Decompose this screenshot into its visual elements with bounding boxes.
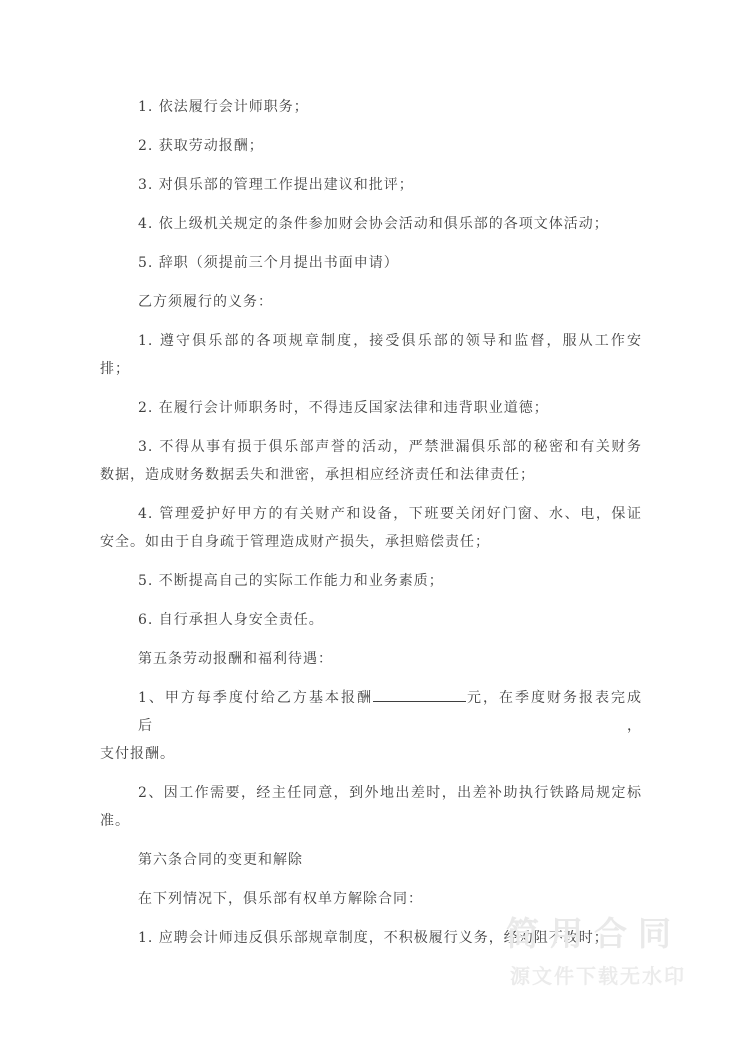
text-line [100,249,642,277]
text-run: 3. 不得从事有损于俱乐部声誉的活动，严禁泄漏俱乐部的秘密和有关财务 [138,439,642,455]
text-line [100,500,642,528]
text-line [100,528,642,556]
paragraph [100,93,642,121]
text-run: 1、甲方每季度付给乙方基本报酬 [138,690,373,706]
text-line [100,924,642,952]
text-run: 1. 应聘会计师违反俱乐部规章制度，不积极履行义务，经劝阻不改时； [138,930,609,946]
text-run: 第六条合同的变更和解除 [138,852,303,868]
text-run: 1. 遵守俱乐部的各项规章制度，接受俱乐部的领导和监督，服从工作安 [138,333,642,349]
text-run: 乙方须履行的义务： [138,294,273,310]
text-run: 准。 [100,813,130,829]
text-line [100,684,642,740]
text-line [100,93,642,121]
text-line [100,846,642,874]
watermark-subtitle: 源文件下载无水印 [510,964,686,988]
text-run: 2. 获取劳动报酬； [138,138,264,154]
text-line [100,740,642,768]
paragraph [100,924,642,952]
blank-underline [373,688,466,702]
text-run: 支付报酬。 [100,746,175,762]
paragraph [100,779,642,835]
paragraph [100,288,642,316]
text-run: 6. 自行承担人身安全责任。 [138,612,324,628]
paragraph [100,567,642,595]
paragraph [100,846,642,874]
text-line [100,171,642,199]
paragraph [100,210,642,238]
text-line [100,807,642,835]
text-line [100,355,642,383]
text-line [100,327,642,355]
text-run: 数据，造成财务数据丢失和泄密，承担相应经济责任和法律责任； [100,467,535,483]
text-run: 排； [100,361,130,377]
paragraph [100,171,642,199]
text-run: 元，在季度财务报表完成后， [138,690,642,734]
text-run: 在下列情况下，俱乐部有权单方解除合同： [138,891,423,907]
paragraph [100,684,642,768]
paragraph [100,327,642,383]
text-line [100,433,642,461]
text-line [100,461,642,489]
paragraph [100,606,642,634]
watermark-title: 简用合同 [506,914,682,953]
paragraph [100,132,642,160]
text-run: 4. 管理爱护好甲方的有关财产和设备，下班要关闭好门窗、水、电，保证 [138,506,642,522]
text-run: 3. 对俱乐部的管理工作提出建议和批评； [138,177,414,193]
document-body [100,93,642,963]
text-line [100,210,642,238]
paragraph [100,249,642,277]
text-run: 安全。如由于自身疏于管理造成财产损失，承担赔偿责任； [100,534,490,550]
paragraph [100,394,642,422]
paragraph [100,433,642,489]
paragraph [100,885,642,913]
text-line [100,779,642,807]
paragraph [100,500,642,556]
text-line [100,885,642,913]
paragraph [100,645,642,673]
text-run: 2. 在履行会计师职务时，不得违反国家法律和违背职业道德； [138,400,549,416]
text-line [100,132,642,160]
text-line [100,606,642,634]
text-run: 2、因工作需要，经主任同意，到外地出差时，出差补助执行铁路局规定标 [138,785,642,801]
text-run: 5. 不断提高自己的实际工作能力和业务素质； [138,573,444,589]
text-run: 1. 依法履行会计师职务； [138,99,309,115]
text-line [100,288,642,316]
text-line [100,394,642,422]
text-run: 4. 依上级机关规定的条件参加财会协会活动和俱乐部的各项文体活动； [138,216,609,232]
text-run: 第五条劳动报酬和福利待遇： [138,651,333,667]
text-run: 5. 辞职（须提前三个月提出书面申请） [138,255,399,271]
text-line [100,567,642,595]
text-line [100,645,642,673]
